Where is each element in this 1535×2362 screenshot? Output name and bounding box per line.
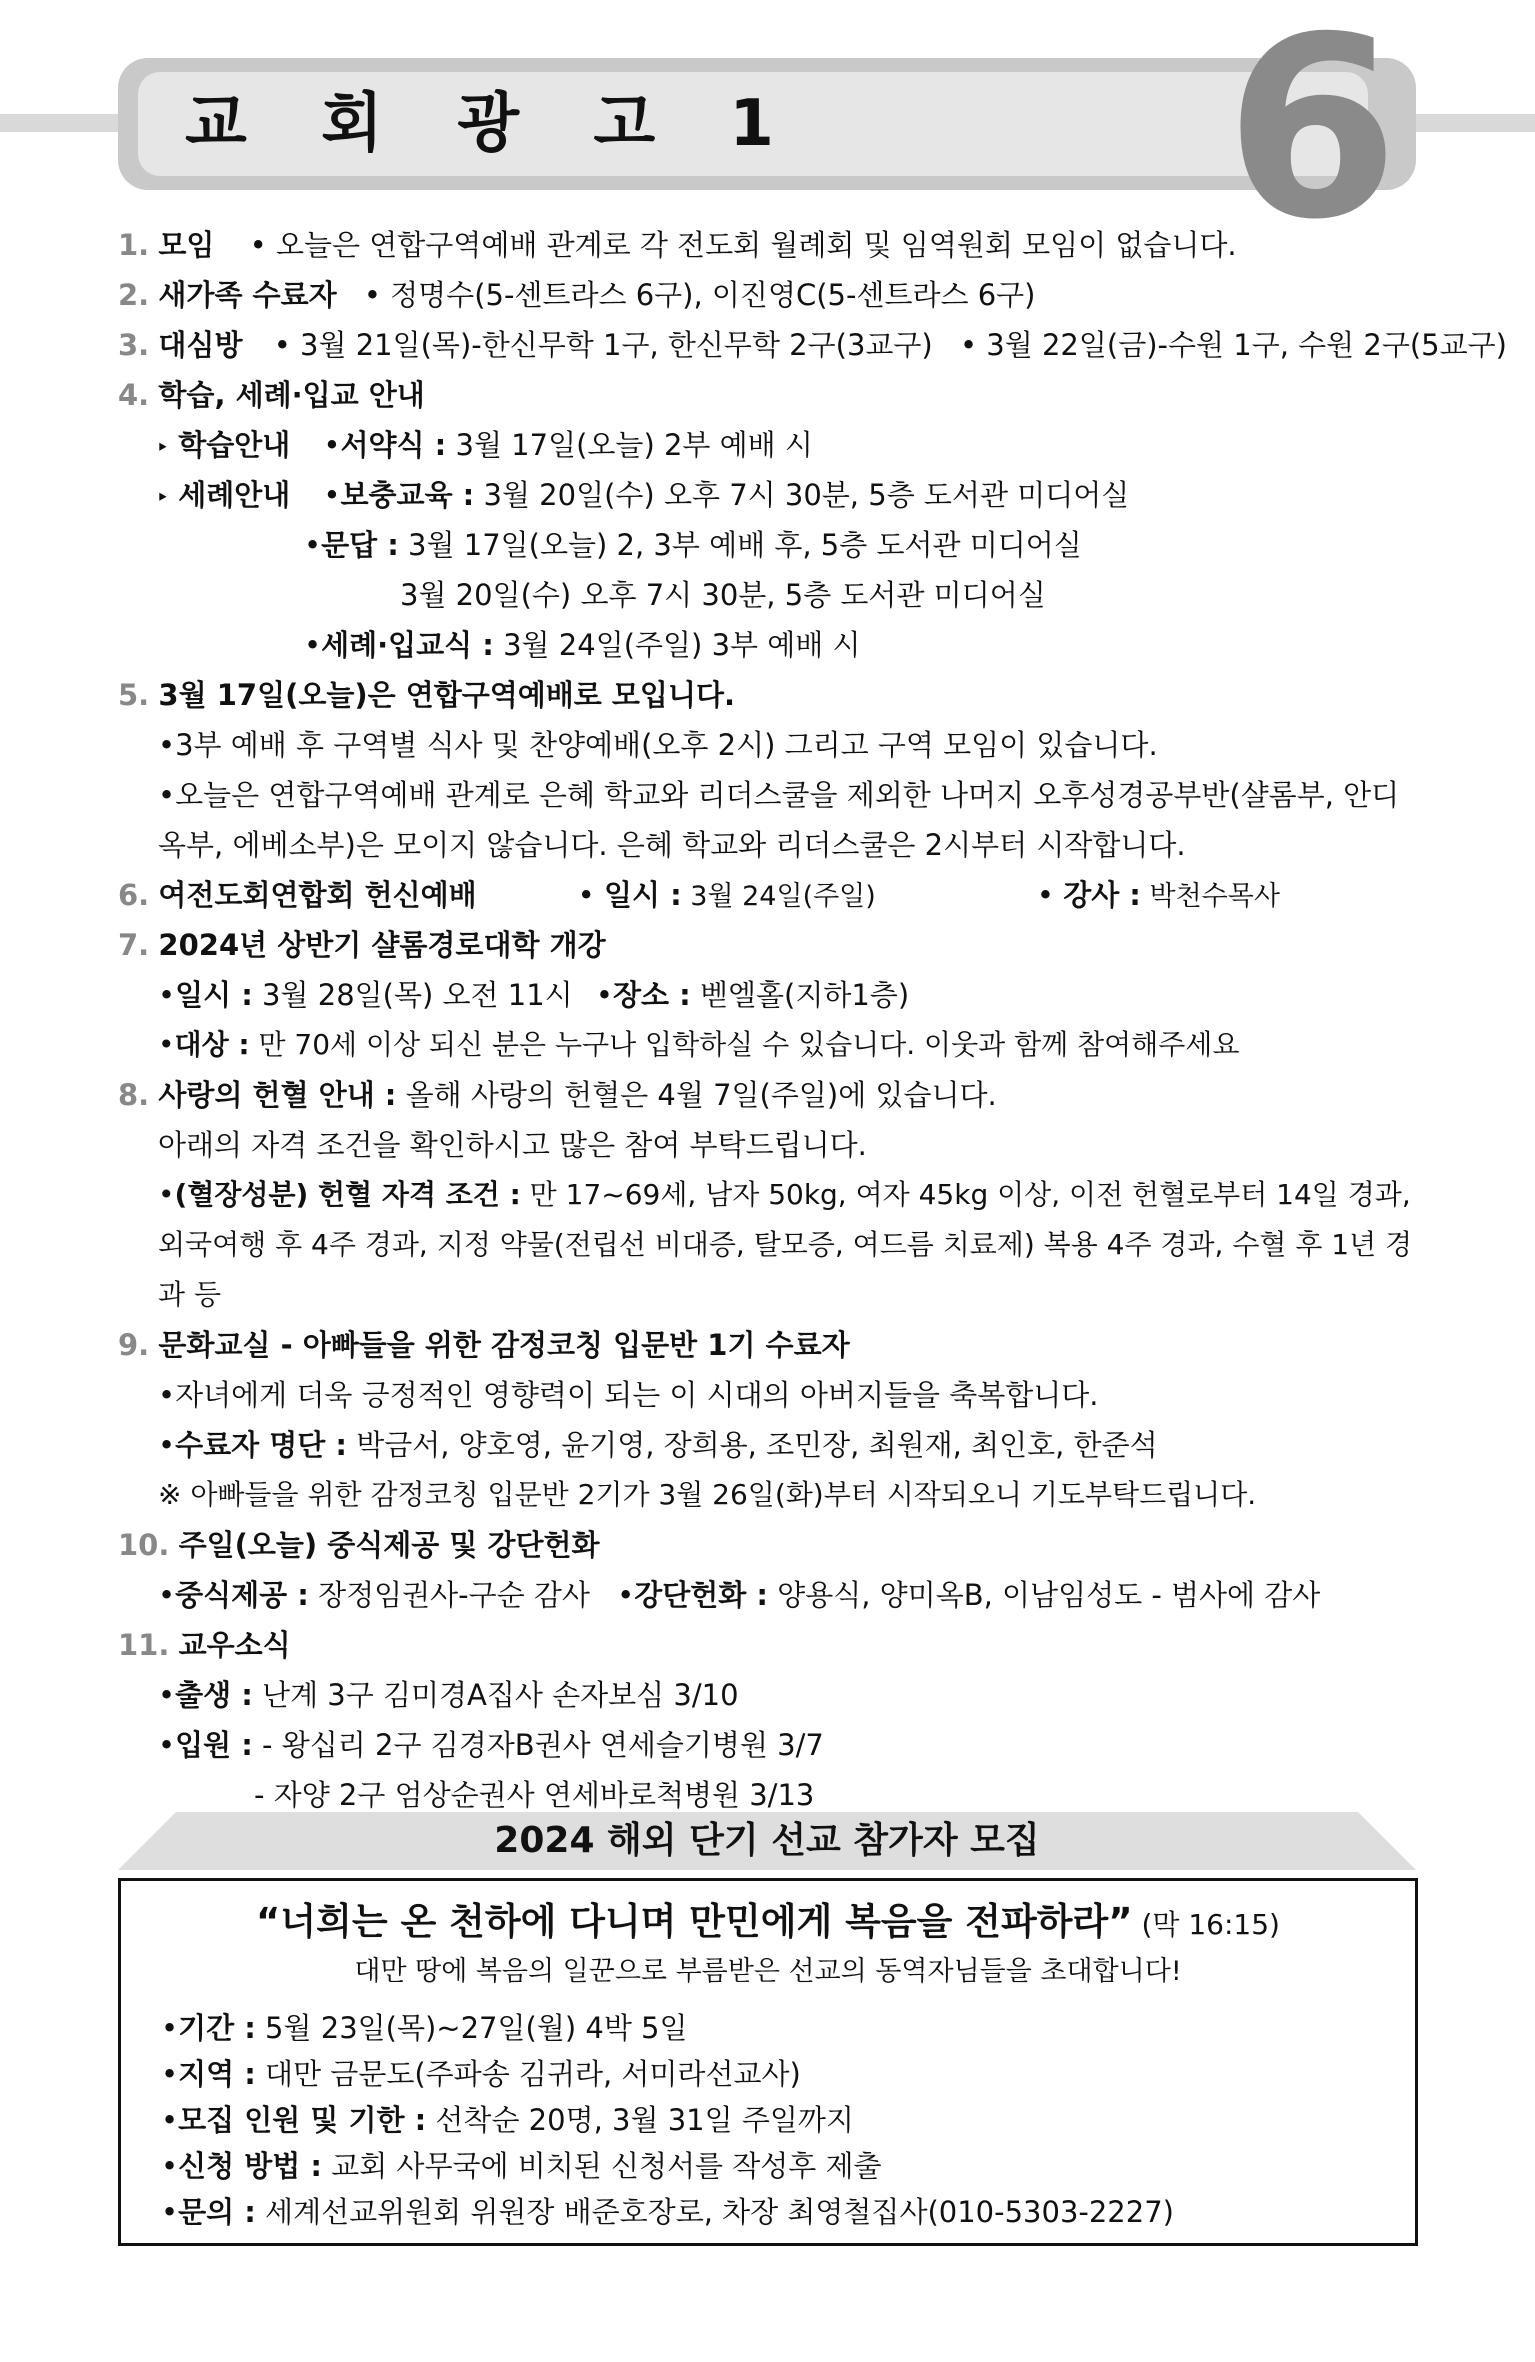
recruit-value: 선착순 20명, 3월 31일 주일까지 [426, 2103, 854, 2137]
item-title: 새가족 수료자 [158, 278, 337, 312]
mission-details [161, 2005, 1174, 2235]
item-title: 학습, 세례·입교 안내 [158, 378, 425, 412]
study-line [118, 420, 1418, 470]
qa-value: 3월 17일(오늘) 2, 3부 예배 후, 5층 도서관 미디어실 [398, 528, 1082, 562]
bullet: • [323, 478, 341, 512]
period-key: 기간 : [178, 2011, 256, 2045]
item-text: 3부 예배 후 구역별 식사 및 찬양예배(오후 2시) 그리고 구역 모임이 있습니다. [175, 728, 1158, 762]
date-value: 3월 24일(주일) [681, 881, 876, 912]
page-number: 6 [1225, 0, 1399, 274]
item-text: 올해 사랑의 헌혈은 4월 7일(주일)에 있습니다. [396, 1078, 997, 1112]
item-11 [118, 1620, 1418, 1670]
item-text: 자녀에게 더욱 긍정적인 영향력이 되는 이 시대의 아버지들을 축복합니다. [175, 1378, 1099, 1412]
item-number: 10. [118, 1528, 170, 1562]
bullet: • [158, 978, 176, 1012]
page-title: 교 회 광 고 1 [185, 87, 800, 161]
bullet: • [158, 1578, 176, 1612]
item-5-line-1 [118, 720, 1418, 770]
verse-reference: (막 16:15) [1132, 1908, 1280, 1941]
item-4 [118, 370, 1418, 420]
speaker-key: 강사 : [1063, 878, 1141, 912]
list-key: 수료자 명단 : [175, 1428, 347, 1462]
flower-key: 강단헌화 : [634, 1578, 768, 1612]
study-label: 학습안내 [178, 428, 291, 462]
study-key: 서약식 : [340, 428, 447, 462]
item-5-line-2 [118, 770, 1413, 870]
item-6 [118, 870, 1418, 920]
condition-value: 만 17~69세, 남자 50kg, 여자 45kg 이상, 이전 헌혈로부터 14일 경과, 외국여행 후 4주 경과, 지정 약물(전립선 비대증, 탈모증, 여드름 치료제) 복용 4주 경과, 수혈 후 1년 경과 등 [158, 1178, 1413, 1311]
hospital-value: - 자양 2구 엄상순권사 연세바로척병원 3/13 [254, 1778, 815, 1812]
bullet: • [959, 328, 978, 362]
qa-key: 문답 : [321, 528, 399, 562]
date-key: 일시 : [175, 978, 253, 1012]
item-1 [118, 220, 1418, 270]
list-value: 박금서, 양호영, 윤기영, 장희용, 조민장, 최원재, 최인호, 한준석 [346, 1428, 1158, 1462]
meal-key: 중식제공 : [175, 1578, 309, 1612]
item-8-line-2 [118, 1120, 1418, 1170]
study-value: 3월 17일(오늘) 2부 예배 시 [446, 428, 813, 462]
item-title: 모임 [158, 228, 215, 262]
baptism-line [118, 470, 1418, 520]
item-number: 3. [118, 328, 150, 362]
bullet: • [158, 778, 176, 812]
item-number: 11. [118, 1628, 170, 1662]
item-5 [118, 670, 1418, 720]
item-text: 오늘은 연합구역예배 관계로 은혜 학교와 리더스쿨을 제외한 나머지 오후성경공부반(샬롬부, 안디옥부, 에베소부)은 모이지 않습니다. 은혜 학교와 리더스쿨은 2시부터 시작합니다. [158, 778, 1400, 862]
item-9 [118, 1320, 1418, 1370]
bullet: • [323, 428, 341, 462]
item-text: 아래의 자격 조건을 확인하시고 많은 참여 부탁드립니다. [158, 1128, 867, 1162]
bullet: • [161, 2103, 179, 2137]
rite-key: 세례·입교식 : [321, 628, 494, 662]
item-number: 8. [118, 1078, 150, 1112]
bullet: • [595, 978, 614, 1012]
target-value: 만 70세 이상 되신 분은 누구나 입학하실 수 있습니다. 이웃과 함께 참여해주세요 [249, 1028, 1240, 1061]
bullet: • [158, 1728, 176, 1762]
contact-key: 문의 : [178, 2195, 256, 2229]
item-number: 7. [118, 928, 150, 962]
meal-value: 장정임권사-구순 감사 [308, 1578, 590, 1612]
bullet: • [577, 878, 595, 912]
recruit-key: 모집 인원 및 기한 : [178, 2103, 427, 2137]
item-text: 3월 22일(금)-수원 1구, 수원 2구(5교구) [986, 328, 1507, 362]
date-value: 3월 28일(목) 오전 11시 [252, 978, 573, 1012]
mission-invite: 대만 땅에 복음의 일꾼으로 부름받은 선교의 동역자님들을 초대합니다! [354, 1956, 1182, 1987]
condition-key: (혈장성분) 헌혈 자격 조건 : [174, 1178, 521, 1211]
item-3 [118, 320, 1507, 370]
place-value: 벧엘홀(지하1층) [690, 978, 910, 1012]
mission-contact [161, 2189, 1174, 2235]
contact-value: 세계선교위원회 위원장 배준호장로, 차장 최영철집사(010-5303-2227) [255, 2195, 1174, 2229]
item-10-line-1 [118, 1570, 1418, 1620]
supplement-value: 3월 20일(수) 오후 7시 30분, 5층 도서관 미디어실 [474, 478, 1130, 512]
item-title: 문화교실 - 아빠들을 위한 감정코칭 입문반 1기 수료자 [158, 1328, 850, 1362]
bullet: • [158, 1428, 176, 1462]
hospital-key: 입원 : [175, 1728, 253, 1762]
item-7-line-2 [118, 1020, 1418, 1070]
item-title: 여전도회연합회 헌신예배 [158, 878, 477, 912]
region-value: 대만 금문도(주파송 김귀라, 서미라선교사) [255, 2057, 801, 2091]
item-9-line-1 [118, 1370, 1418, 1420]
bullet: • [158, 1028, 175, 1061]
bullet: • [363, 278, 381, 312]
hospital-value: - 왕십리 2구 김경자B권사 연세슬기병원 3/7 [252, 1728, 824, 1762]
speaker-value: 박천수목사 [1140, 881, 1280, 912]
item-number: 2. [118, 278, 150, 312]
note-text: ※ 아빠들을 위한 감정코칭 입문반 2기가 3월 26일(화)부터 시작되오니 기도부탁드립니다. [158, 1478, 1257, 1511]
bullet: • [161, 2195, 179, 2229]
period-value: 5월 23일(목)~27일(월) 4박 5일 [255, 2011, 688, 2045]
item-title: 사랑의 헌혈 안내 : [158, 1078, 397, 1112]
bullet: • [158, 1378, 176, 1412]
item-number: 4. [118, 378, 150, 412]
flower-value: 양용식, 양미옥B, 이남임성도 - 범사에 감사 [767, 1578, 1321, 1612]
item-number: 9. [118, 1328, 150, 1362]
rite-line [118, 620, 1418, 670]
apply-key: 신청 방법 : [178, 2149, 322, 2183]
bullet: • [304, 628, 322, 662]
item-10 [118, 1520, 1418, 1570]
mission-header [118, 1812, 1416, 1870]
item-number: 5. [118, 678, 150, 712]
arrow-icon: ‣ [156, 486, 169, 511]
bullet: • [158, 1178, 175, 1211]
bullet: • [161, 2057, 179, 2091]
mission-box [118, 1878, 1418, 2246]
announcements [118, 220, 1507, 1820]
arrow-icon: ‣ [156, 436, 169, 461]
item-8-conditions [118, 1170, 1413, 1320]
mission-title: 2024 해외 단기 선교 참가자 모집 [494, 1820, 1040, 1861]
item-11-birth [118, 1670, 1418, 1720]
birth-value: 난계 3구 김미경A집사 손자보심 3/10 [252, 1678, 739, 1712]
item-9-line-2 [118, 1420, 1418, 1470]
item-9-note [118, 1470, 1418, 1520]
mission-recruit [161, 2097, 1174, 2143]
item-number: 1. [118, 228, 150, 262]
mission-apply [161, 2143, 1174, 2189]
apply-value: 교회 사무국에 비치된 신청서를 작성후 제출 [321, 2149, 882, 2183]
region-key: 지역 : [178, 2057, 256, 2091]
mission-verse [121, 1897, 1415, 1950]
qa-line-2 [118, 570, 1418, 620]
item-title: 교우소식 [178, 1628, 291, 1662]
verse-text: “너희는 온 천하에 다니며 만민에게 복음을 전파하라” [256, 1900, 1133, 1943]
bullet: • [1036, 878, 1054, 912]
baptism-label: 세례안내 [178, 478, 291, 512]
bullet: • [617, 1578, 635, 1612]
bullet: • [273, 328, 291, 362]
bullet: • [158, 1678, 176, 1712]
bullet: • [249, 228, 267, 262]
item-11-hospital [118, 1720, 1418, 1770]
item-text: 정명수(5-센트라스 6구), 이진영C(5-센트라스 6구) [390, 278, 1036, 312]
place-key: 장소 : [613, 978, 691, 1012]
item-number: 6. [118, 878, 150, 912]
item-8 [118, 1070, 1418, 1120]
bullet: • [161, 2011, 179, 2045]
item-7 [118, 920, 1418, 970]
mission-period [161, 2005, 1174, 2051]
item-title: 대심방 [158, 328, 243, 362]
bullet: • [161, 2149, 179, 2183]
item-title: 3월 17일(오늘)은 연합구역예배로 모입니다. [158, 678, 735, 712]
item-2 [118, 270, 1418, 320]
supplement-key: 보충교육 : [340, 478, 475, 512]
item-7-line-1 [118, 970, 1418, 1020]
item-text: 오늘은 연합구역예배 관계로 각 전도회 월례회 및 임역원회 모임이 없습니다. [276, 228, 1237, 262]
mission-region [161, 2051, 1174, 2097]
qa-value: 3월 20일(수) 오후 7시 30분, 5층 도서관 미디어실 [400, 578, 1046, 612]
item-title: 2024년 상반기 샬롬경로대학 개강 [158, 928, 606, 962]
bullet: • [158, 728, 176, 762]
date-key: 일시 : [603, 878, 682, 912]
rite-value: 3월 24일(주일) 3부 예배 시 [493, 628, 861, 662]
item-title: 주일(오늘) 중식제공 및 강단헌화 [178, 1528, 600, 1562]
item-text: 3월 21일(목)-한신무학 1구, 한신무학 2구(3교구) [300, 328, 933, 362]
birth-key: 출생 : [175, 1678, 253, 1712]
target-key: 대상 : [174, 1028, 250, 1061]
bullet: • [304, 528, 322, 562]
qa-line [118, 520, 1418, 570]
